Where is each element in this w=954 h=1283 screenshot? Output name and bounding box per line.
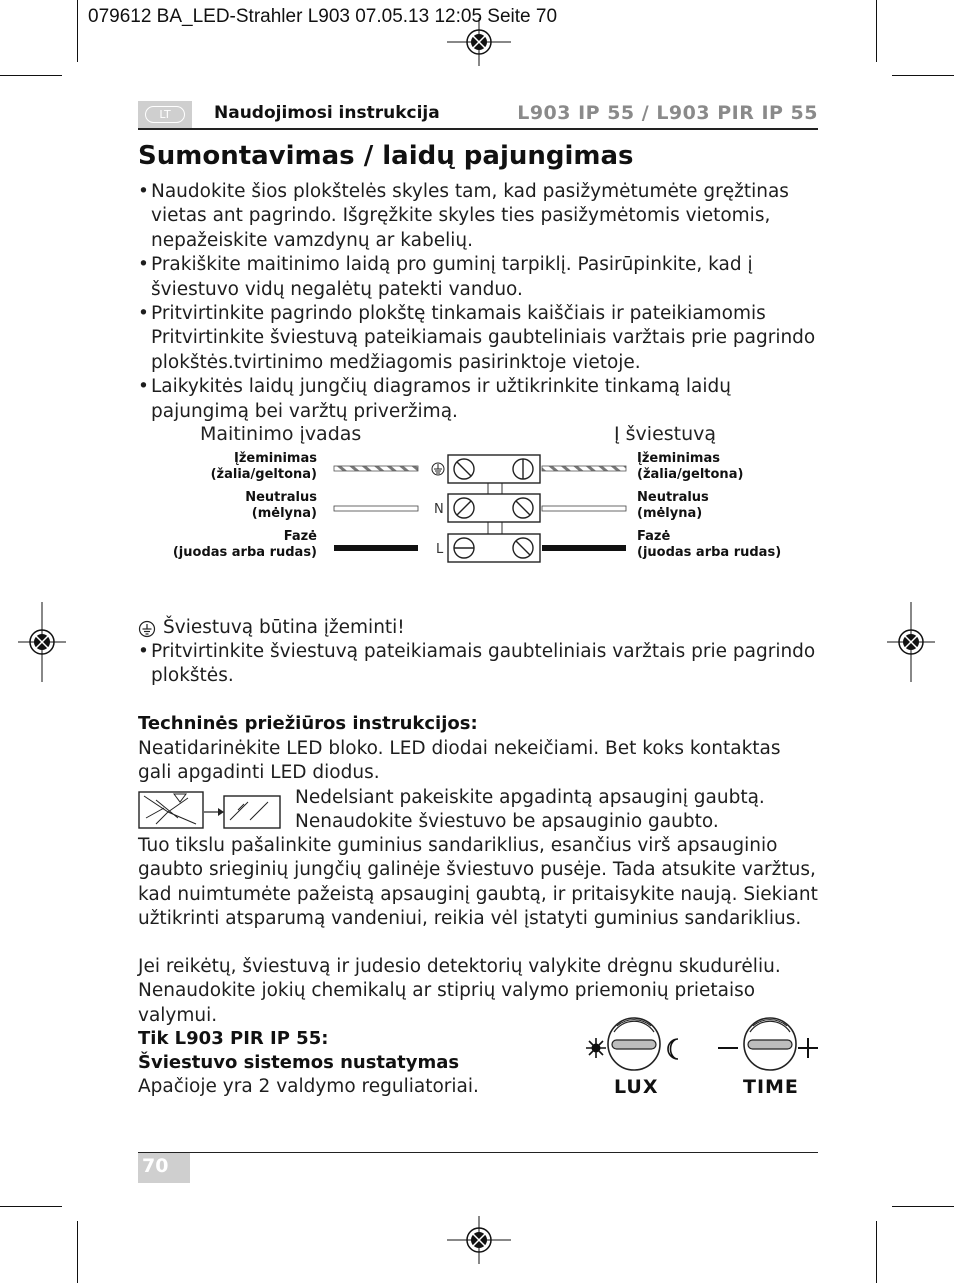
wiring-left-caption: Maitinimo įvadas xyxy=(200,423,362,445)
section-title: Sumontavimas / laidų pajungimas xyxy=(138,141,634,171)
pir-title-line2: Šviestuvo sistemos nustatymas xyxy=(138,1052,460,1073)
terminal-row-phase xyxy=(436,534,540,562)
svg-text:N: N xyxy=(434,502,444,517)
page-number: 70 xyxy=(142,1155,169,1177)
bullet-item: • Pritvirtinkite šviestuvą pateikiamais gaubteliniais varžtais prie pagrindo plokštės. xyxy=(138,640,828,689)
registration-mark-right-icon xyxy=(887,602,935,682)
bullet-item: • Pritvirtinkite pagrindo plokštę tinkamais kaiščiais ir pateikiamomis Pritvirtinkite šviestuvą pateikiamais gaubteliniais varžtais prie pagrindo plokštės.tvirtinimo medžiagomis pasirinktoje vietoje. xyxy=(138,302,828,375)
bullet-item: • Naudokite šios plokštelės skyles tam, kad pasižymėtumėte gręžtinas vietas ant pagrindo. Išgręžkite skyles ties pasižymėtomis vietomis, nepažeiskite vamzdynų ar kabelių. xyxy=(138,180,828,253)
footer-rule xyxy=(138,1152,818,1153)
lux-label: LUX xyxy=(614,1076,659,1098)
wire-label-neutral-left: Neutralus (mėlyna) xyxy=(245,490,317,521)
wiring-right-caption: Į šviestuvą xyxy=(614,423,717,445)
mounting-bullet xyxy=(138,640,828,689)
phase-wire-left xyxy=(334,545,418,551)
broken-cover-replace-icon xyxy=(138,790,284,830)
print-slug: 079612 BA_LED-Strahler L903 07.05.13 12:05 Seite 70 xyxy=(88,6,558,27)
maintenance-title: Techninės priežiūros instrukcijos: xyxy=(138,713,478,734)
crop-mark-top-right-h xyxy=(892,75,954,76)
registration-mark-left-icon xyxy=(18,602,66,682)
phase-wire-right xyxy=(542,545,626,551)
wire-label-phase-left: Fazė (juodas arba rudas) xyxy=(172,529,317,560)
wiring-diagram xyxy=(330,450,630,570)
maintenance-para1: Neatidarinėkite LED bloko. LED diodai nekeičiami. Bet koks kontaktas gali apgadinti LED diodus. xyxy=(138,738,781,784)
registration-mark-bottom-icon xyxy=(439,1216,519,1264)
crop-mark-bottom-right-h xyxy=(892,1206,954,1207)
crop-mark-top-right-v xyxy=(876,0,877,62)
earth-wire-right xyxy=(542,466,626,471)
maintenance-para2: Tuo tikslu pašalinkite guminius sandariklius, esančius virš apsauginio gaubto srieginių jungčių galinėje šviestuvo pusėje. Tada atsukite varžtus, kad nuimtumėte pažeistą apsauginį gaubtą, ir pritaisykite naują. Siekiant užtikrinti atsparumą vandeniui, reikia vėl įstatyti guminius sandariklius. xyxy=(138,835,818,930)
wire-label-earth-right: Įžeminimas (žalia/geltona) xyxy=(637,451,744,482)
crop-mark-top-left-v xyxy=(77,0,78,62)
installation-bullets xyxy=(138,180,828,424)
crop-mark-bottom-left-h xyxy=(0,1206,62,1207)
pir-title-line1: Tik L903 PIR IP 55: xyxy=(138,1028,329,1049)
crop-mark-bottom-right-v xyxy=(876,1221,877,1283)
terminal-row-earth xyxy=(432,455,540,483)
earth-wire-left xyxy=(334,466,418,471)
plus-icon xyxy=(798,1038,818,1058)
wire-label-earth-left: Įžeminimas (žalia/geltona) xyxy=(210,451,317,482)
earth-note: Šviestuvą būtina įžeminti! xyxy=(163,617,405,638)
bullet-item: • Laikykitės laidų jungčių diagramos ir užtikrinkite tinkamą laidų pajungimą bei varžtų priveržimą. xyxy=(138,375,828,424)
terminal-row-neutral xyxy=(434,494,540,522)
registration-mark-top-icon xyxy=(439,18,519,66)
lux-knob xyxy=(584,1010,694,1076)
time-knob xyxy=(716,1010,822,1076)
crop-mark-top-left-h xyxy=(0,75,62,76)
language-badge xyxy=(138,101,192,128)
svg-text:L: L xyxy=(436,542,444,557)
time-label: TIME xyxy=(743,1076,799,1098)
header-title: Naudojimosi instrukcija xyxy=(214,103,440,123)
language-badge-label: LT xyxy=(145,106,185,123)
header-rule xyxy=(138,128,818,130)
maintenance-para3: Jei reikėtų, šviestuvą ir judesio detektorių valykite drėgnu skudurėliu. Nenaudokite jokių chemikalų ar stiprių valymo priemonių prietaiso valymui. xyxy=(138,956,781,1026)
maintenance-icon-line1: Nedelsiant pakeiskite apgadintą apsauginį gaubtą. xyxy=(295,787,765,808)
page-number-badge xyxy=(138,1153,190,1183)
neutral-wire-left xyxy=(334,506,418,511)
header-model: L903 IP 55 / L903 PIR IP 55 xyxy=(517,102,818,124)
earth-symbol-icon xyxy=(138,620,156,638)
crop-mark-bottom-left-v xyxy=(77,1221,78,1283)
pir-text: Apačioje yra 2 valdymo reguliatoriai. xyxy=(138,1076,479,1097)
wire-label-phase-right: Fazė (juodas arba rudas) xyxy=(637,529,782,560)
bullet-item: • Prakiškite maitinimo laidą pro guminį tarpiklį. Pasirūpinkite, kad į šviestuvo vidų negalėtų patekti vanduo. xyxy=(138,253,828,302)
wire-label-neutral-right: Neutralus (mėlyna) xyxy=(637,490,709,521)
maintenance-icon-line2: Nenaudokite šviestuvo be apsauginio gaubto. xyxy=(295,811,719,832)
neutral-wire-right xyxy=(542,506,626,511)
sun-icon xyxy=(586,1038,606,1058)
moon-icon xyxy=(668,1039,678,1059)
